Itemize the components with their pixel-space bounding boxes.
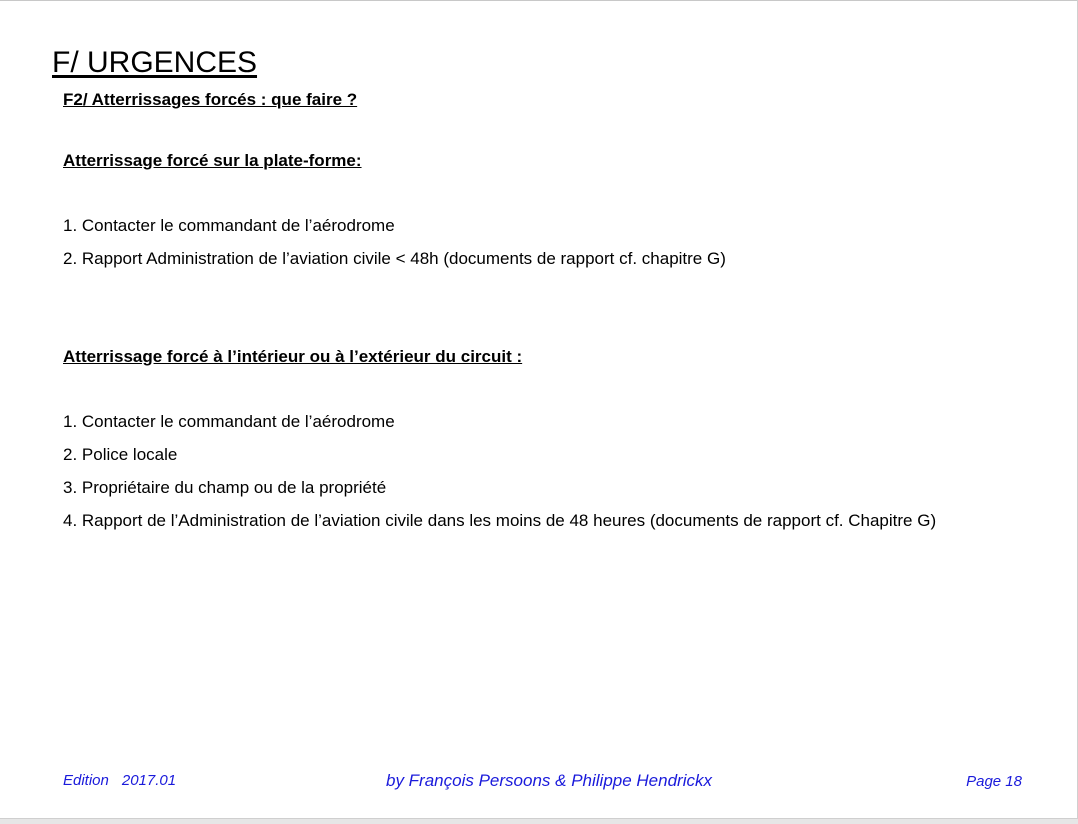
footer-edition-number: 2017.01 — [121, 772, 177, 789]
list-item: 1. Contacter le commandant de l’aérodrome — [63, 216, 395, 235]
platform-landing-heading: Atterrissage forcé sur la plate-forme: — [63, 151, 362, 170]
list-item: 2. Police locale — [63, 445, 178, 464]
page-bottom-border — [0, 818, 1078, 824]
section-title: F/ URGENCES — [52, 46, 258, 79]
footer-authors: by François Persoons & Philippe Hendrickx — [386, 771, 712, 790]
list-item: 2. Rapport Administration de l’aviation civile < 48h (documents de rapport cf. chapitre G) — [63, 249, 726, 268]
list-item: 3. Propriétaire du champ ou de la propriété — [63, 478, 387, 497]
footer-edition-label: Edition — [63, 772, 109, 789]
circuit-landing-list — [63, 412, 936, 544]
circuit-landing-heading: Atterrissage forcé à l’intérieur ou à l’extérieur du circuit : — [63, 347, 523, 366]
footer-page-number: Page 18 — [966, 773, 1022, 790]
platform-landing-list — [63, 216, 726, 282]
list-item: 4. Rapport de l’Administration de l’aviation civile dans les moins de 48 heures (documents de rapport cf. Chapitre G) — [63, 511, 937, 530]
subsection-title: F2/ Atterrissages forcés : que faire ? — [63, 90, 358, 109]
page-top-border — [0, 0, 1078, 1]
list-item: 1. Contacter le commandant de l’aérodrome — [63, 412, 395, 431]
footer-edition — [63, 772, 176, 790]
